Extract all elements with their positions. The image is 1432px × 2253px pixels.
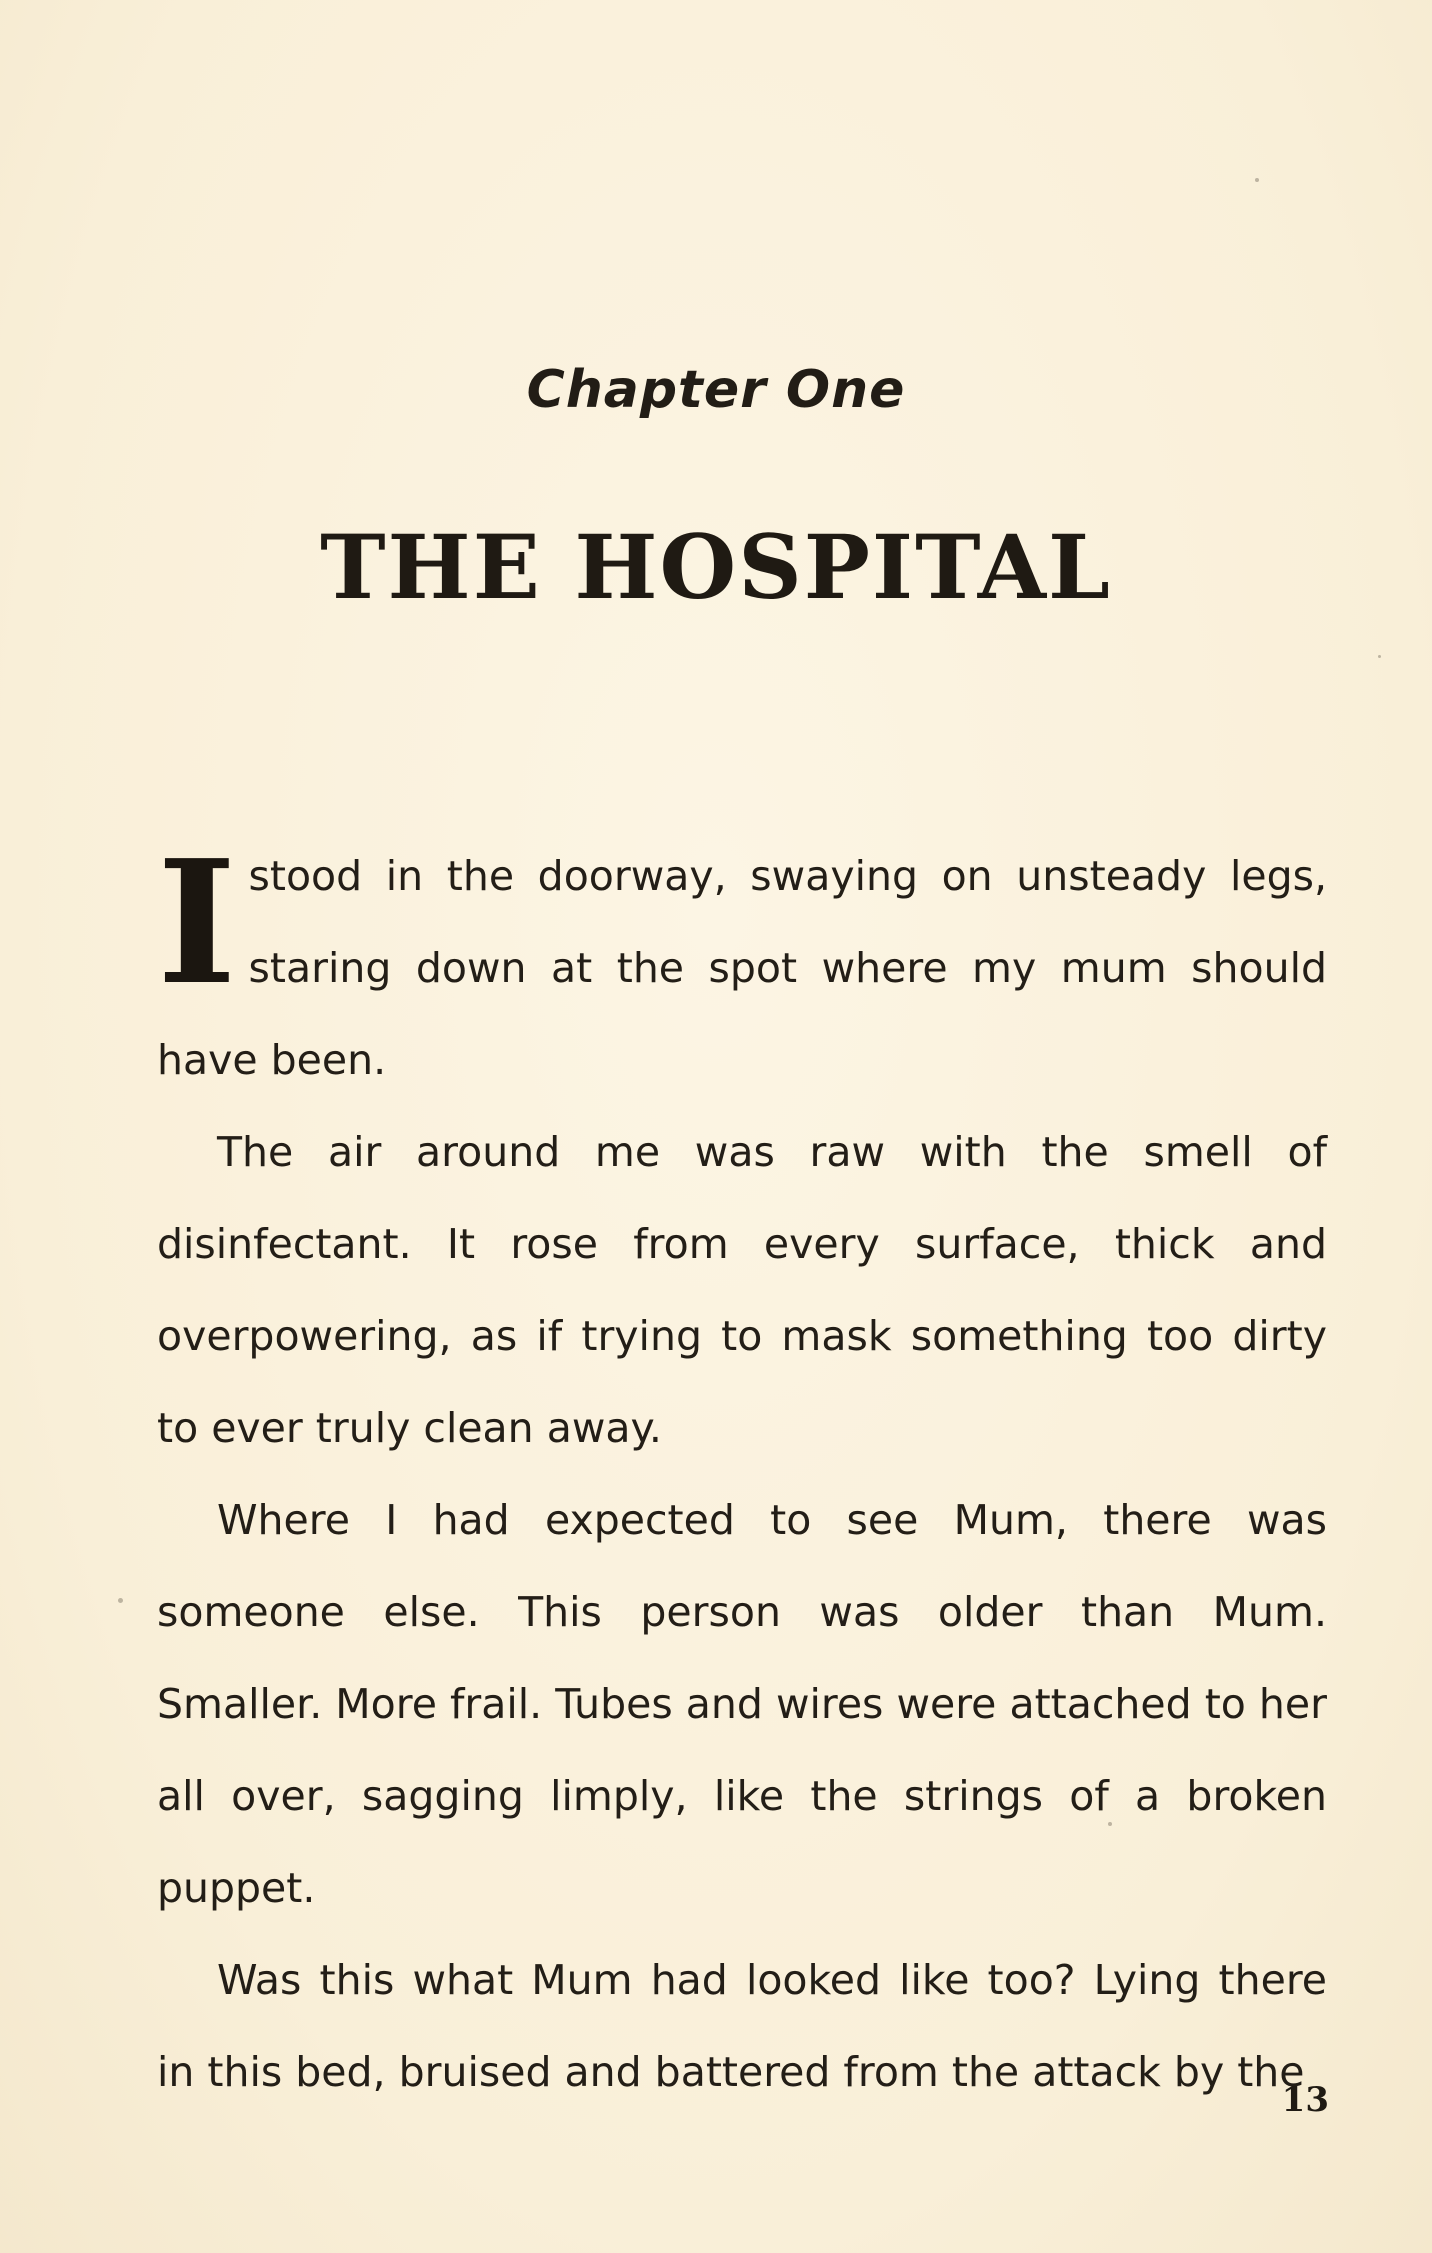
paragraph-text: stood in the doorway, swaying on unsteady legs, staring down at the spot where my mum should have been. xyxy=(157,852,1327,1084)
paragraph: Was this what Mum had looked like too? Lying there in this bed, bruised and battered from the attack by the xyxy=(157,1956,1327,2096)
paragraph: Where I had expected to see Mum, there was someone else. This person was older than Mum. Smaller. More frail. Tubes and wires were attached to her all over, sagging limply, like the strings of a broken puppet. xyxy=(157,1496,1327,1912)
paragraph xyxy=(157,823,1327,1106)
page-number: 13 xyxy=(1281,2080,1329,2120)
paper-speck xyxy=(1255,178,1259,182)
drop-cap: I xyxy=(157,823,237,1023)
chapter-body xyxy=(157,823,1327,2118)
paper-speck xyxy=(118,1598,123,1603)
chapter-label: Chapter One xyxy=(526,360,906,420)
paper-speck xyxy=(1378,655,1381,658)
paragraph: The air around me was raw with the smell of disinfectant. It rose from every surface, thick and overpowering, as if trying to mask something too dirty to ever truly clean away. xyxy=(157,1128,1327,1452)
chapter-title: THE HOSPITAL xyxy=(320,515,1112,619)
